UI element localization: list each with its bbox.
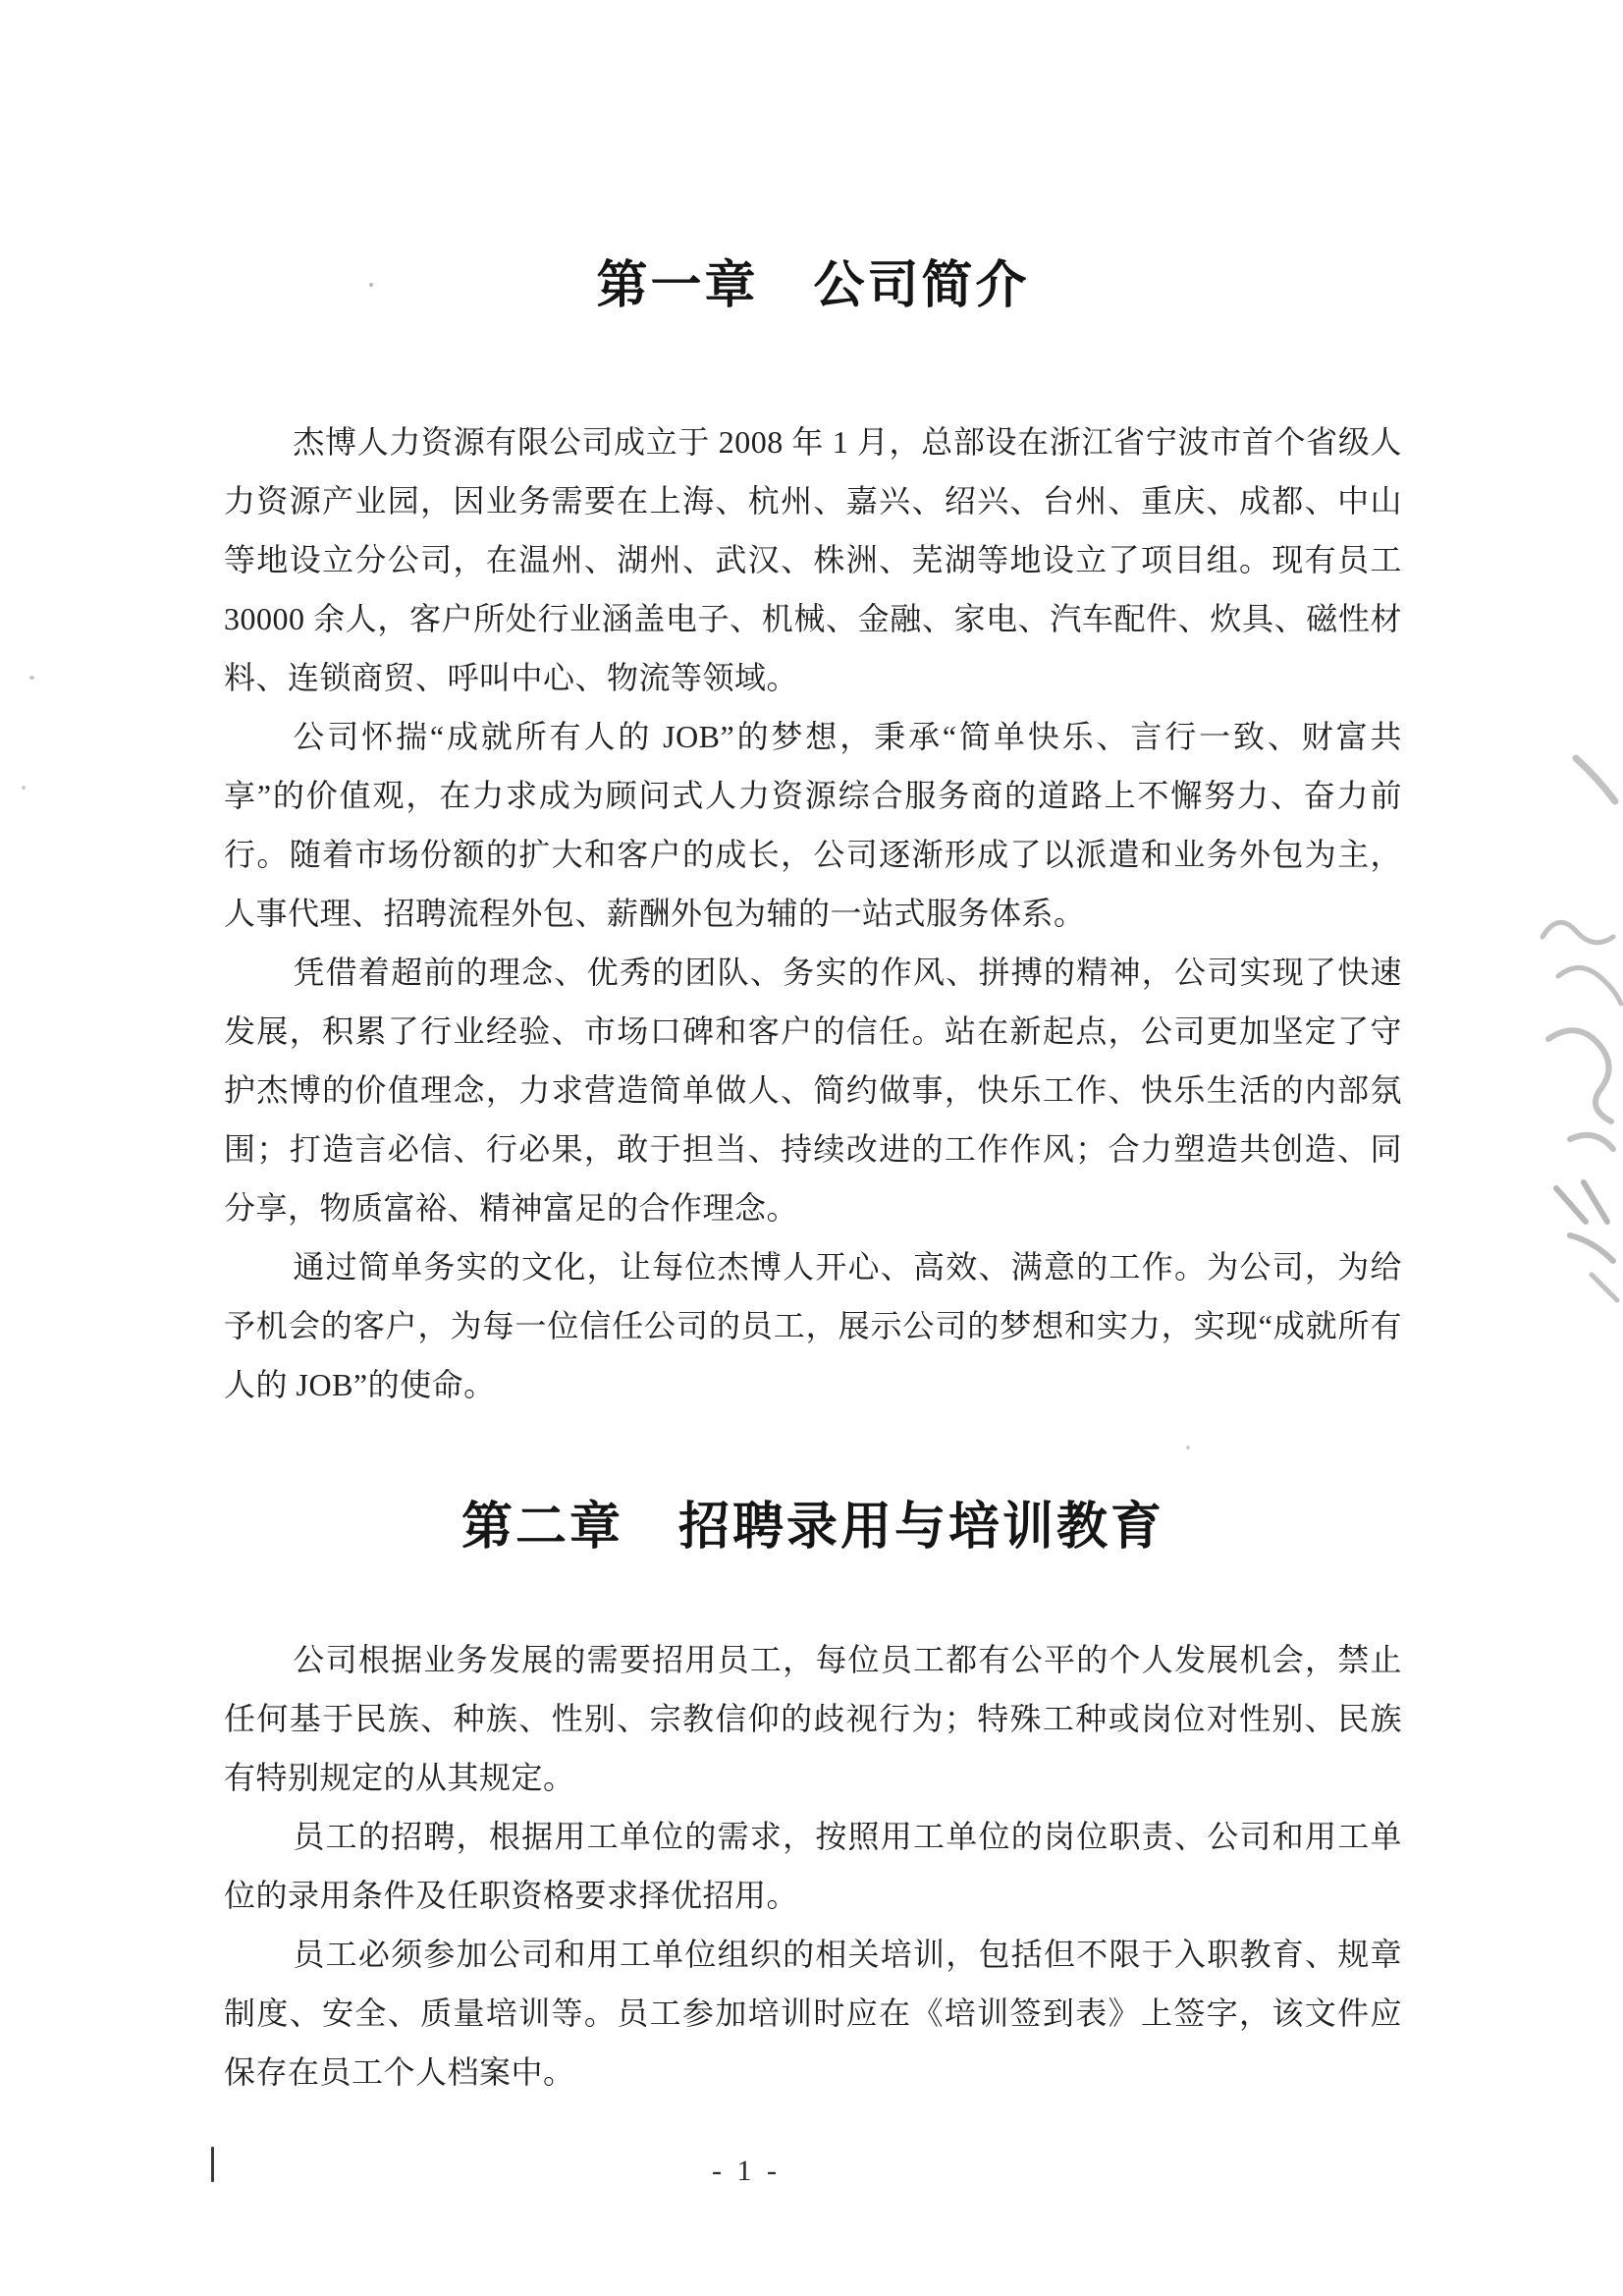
scan-speck bbox=[369, 283, 373, 287]
chapter-1-paragraph-1: 杰博人力资源有限公司成立于 2008 年 1 月，总部设在浙江省宁波市首个省级人力资源产业园，因业务需要在上海、杭州、嘉兴、绍兴、台州、重庆、成都、中山等地设立分公司，在温州、湖州、武汉、株洲、芜湖等地设立了项目组。现有员工 30000 余人，客户所处行业涵盖电子、机械、金融、家电、汽车配件、炊具、磁性材料、连锁商贸、呼叫中心、物流等领域。 bbox=[224, 424, 1402, 695]
scan-tick-mark bbox=[211, 2147, 214, 2182]
scan-smudge-artifact bbox=[1513, 744, 1623, 1314]
chapter-2-paragraph-2: 员工的招聘，根据用工单位的需求，按照用工单位的岗位职责、公司和用工单位的录用条件及任职资格要求择优招用。 bbox=[224, 1819, 1402, 1913]
chapter-2-paragraph-3: 员工必须参加公司和用工单位组织的相关培训，包括但不限于入职教育、规章制度、安全、质量培训等。员工参加培训时应在《培训签到表》上签字，该文件应保存在员工个人档案中。 bbox=[224, 1937, 1402, 2090]
scan-speck bbox=[22, 786, 26, 790]
chapter-1-paragraph-3: 凭借着超前的理念、优秀的团队、务实的作风、拼搏的精神，公司实现了快速发展，积累了行业经验、市场口碑和客户的信任。站在新起点，公司更加坚定了守护杰博的价值理念，力求营造简单做人、简约做事，快乐工作、快乐生活的内部氛围；打造言必信、行必果，敢于担当、持续改进的工作作风；合力塑造共创造、同分享，物质富裕、精神富足的合作理念。 bbox=[224, 955, 1402, 1226]
chapter-2-title: 招聘录用与培训教育 bbox=[678, 1500, 1165, 1556]
document-content bbox=[224, 247, 1402, 2102]
chapter-1-paragraph-4: 通过简单务实的文化，让每位杰博人开心、高效、满意的工作。为公司，为给予机会的客户，为每一位信任公司的员工，展示公司的梦想和实力，实现“成就所有人的 JOB”的使命。 bbox=[224, 1249, 1402, 1402]
chapter-1-title: 公司简介 bbox=[813, 258, 1030, 314]
chapter-1-heading bbox=[224, 247, 1402, 326]
chapter-1-paragraph-2: 公司怀揣“成就所有人的 JOB”的梦想，秉承“简单快乐、言行一致、财富共享”的价值观，在力求成为顾问式人力资源综合服务商的道路上不懈努力、奋力前行。随着市场份额的扩大和客户的成长，公司逐渐形成了以派遣和业务外包为主，人事代理、招聘流程外包、薪酬外包为辅的一站式服务体系。 bbox=[224, 719, 1402, 931]
chapter-2-paragraph-1: 公司根据业务发展的需要招用员工，每位员工都有公平的个人发展机会，禁止任何基于民族、种族、性别、宗教信仰的歧视行为；特殊工种或岗位对性别、民族有特别规定的从其规定。 bbox=[224, 1642, 1402, 1795]
scan-speck bbox=[29, 676, 34, 680]
chapter-2-heading bbox=[224, 1489, 1402, 1567]
page-number: - 1 - bbox=[712, 2155, 781, 2187]
chapter-2-number: 第二章 bbox=[460, 1500, 623, 1556]
chapter-1-number: 第一章 bbox=[596, 258, 759, 314]
scan-speck bbox=[1186, 1446, 1190, 1449]
